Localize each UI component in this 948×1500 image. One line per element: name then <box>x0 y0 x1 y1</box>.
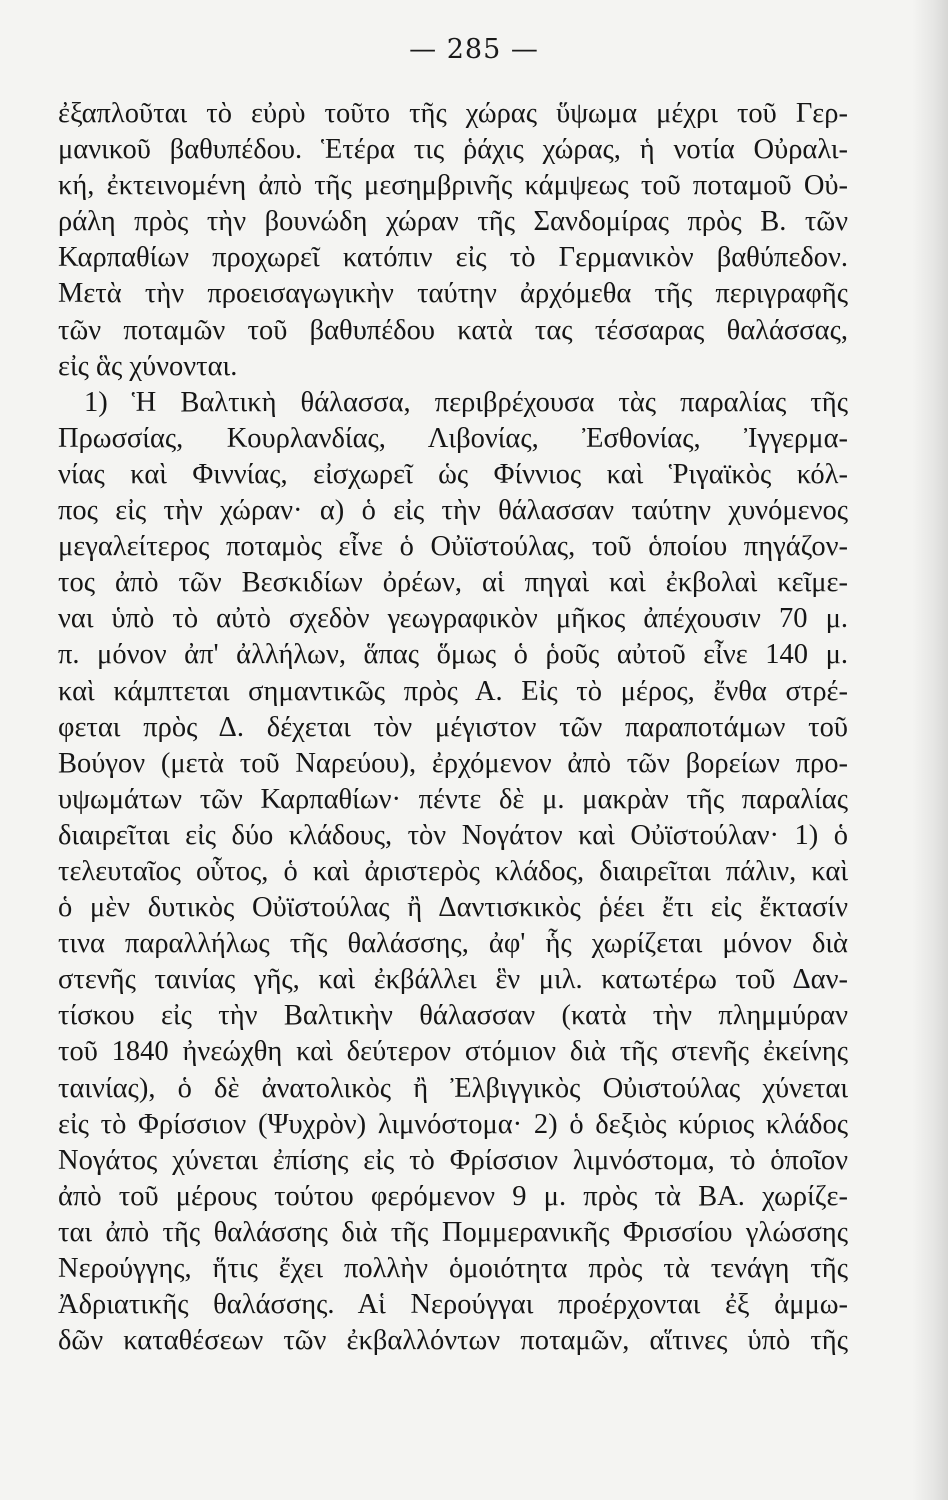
body-text <box>58 96 848 1359</box>
text-line: Νερούγγης, ἥτις ἔχει πολλὴν ὁμοιότητα πρὸς τὰ τενάγη τῆς <box>58 1253 848 1284</box>
text-line: διαιρεῖται εἰς δύο κλάδους, τὸν Νογάτον καὶ Οὐϊστούλαν· 1) ὁ <box>58 819 848 851</box>
text-line: τινα παραλλήλως τῆς θαλάσσης, ἀφ' ἧς χωρίζεται μόνον διὰ <box>58 928 848 960</box>
page-edge-shadow <box>912 0 948 1500</box>
text-line: Καρπαθίων προχωρεῖ κατόπιν εἰς τὸ Γερμανικὸν βαθύπεδον. <box>58 242 848 274</box>
text-line: πος εἰς τὴν χώραν· α) ὁ εἰς τὴν θάλασσαν ταύτην χυνόμενος <box>58 495 848 527</box>
text-line: Μετὰ τὴν προεισαγωγικὴν ταύτην ἀρχόμεθα τῆς περιγραφῆς <box>58 278 848 310</box>
text-line: καὶ κάμπτεται σημαντικῶς πρὸς Α. Εἰς τὸ μέρος, ἔνθα στρέ- <box>58 675 848 707</box>
text-line: στενῆς ταινίας γῆς, καὶ ἐκβάλλει ἓν μιλ. κατωτέρω τοῦ Δαν- <box>58 964 848 996</box>
text-line: ράλη πρὸς τὴν βουνώδη χώραν τῆς Σανδομίρας πρὸς Β. τῶν <box>58 206 848 238</box>
text-line: τῶν ποταμῶν τοῦ βαθυπέδου κατὰ τας τέσσαρας θαλάσσας, <box>58 314 848 346</box>
text-line: Ἀδριατικῆς θαλάσσης. Αἱ Νερούγγαι προέρχονται ἐξ ἀμμω- <box>58 1289 848 1321</box>
text-line: Πρωσσίας, Κουρλανδίας, Λιβονίας, Ἐσθονίας, Ἰγγερμα- <box>58 422 848 454</box>
text-line: Βούγον (μετὰ τοῦ Ναρεύου), ἐρχόμενον ἀπὸ τῶν βορείων προ- <box>58 747 848 779</box>
text-line: π. μόνον ἀπ' ἀλλήλων, ἅπας ὅμως ὁ ῥοῦς αὐτοῦ εἶνε 140 μ. <box>58 639 848 671</box>
text-line: κή, ἐκτεινομένη ἀπὸ τῆς μεσημβρινῆς κάμψεως τοῦ ποταμοῦ Οὐ- <box>58 170 848 202</box>
text-line: ἐξαπλοῦται τὸ εὐρὺ τοῦτο τῆς χώρας ὕψωμα μέχρι τοῦ Γερ- <box>58 98 848 129</box>
text-line: τελευταῖος οὗτος, ὁ καὶ ἀριστερὸς κλάδος, διαιρεῖται πάλιν, καὶ <box>58 855 848 887</box>
text-line: ταινίας), ὁ δὲ ἀνατολικὸς ἢ Ἐλβιγγικὸς Οὐιστούλας χύνεται <box>58 1072 848 1104</box>
text-line: ὁ μὲν δυτικὸς Οὐϊστούλας ἢ Δαντισκικὸς ῥέει ἔτι εἰς ἔκτασίν <box>58 892 848 924</box>
text-line: φεται πρὸς Δ. δέχεται τὸν μέγιστον τῶν παραποτάμων τοῦ <box>58 711 848 743</box>
text-line: νίας καὶ Φιννίας, εἰσχωρεῖ ὡς Φίννιος καὶ Ῥιγαϊκὸς κόλ- <box>58 458 848 490</box>
text-line: Νογάτος χύνεται ἐπίσης εἰς τὸ Φρίσσιον λιμνόστομα, τὸ ὁποῖον <box>58 1144 848 1176</box>
page-number: — 285 — <box>409 34 539 65</box>
text-line: ται ἀπὸ τῆς θαλάσσης διὰ τῆς Πομμερανικῆς Φρισσίου γλώσσης <box>58 1216 848 1248</box>
text-line: δῶν καταθέσεων τῶν ἐκβαλλόντων ποταμῶν, αἵτινες ὑπὸ τῆς <box>58 1325 848 1357</box>
text-line: εἰς τὸ Φρίσσιον (Ψυχρὸν) λιμνόστομα· 2) ὁ δεξιὸς κύριος κλάδος <box>58 1108 848 1140</box>
text-line: εἰς ἃς χύνονται. <box>58 350 238 382</box>
text-line: 1) Ἡ Βαλτικὴ θάλασσα, περιβρέχουσα τὰς παραλίας τῆς <box>84 386 848 418</box>
text-line: ἀπὸ τοῦ μέρους τούτου φερόμενον 9 μ. πρὸς τὰ ΒΑ. χωρίζε- <box>58 1180 848 1212</box>
text-line: τοῦ 1840 ἠνεώχθη καὶ δεύτερον στόμιον διὰ τῆς στενῆς ἐκείνης <box>58 1036 848 1068</box>
text-line: μεγαλείτερος ποταμὸς εἶνε ὁ Οὐϊστούλας, τοῦ ὁποίου πηγάζον- <box>58 531 848 563</box>
text-line: τίσκου εἰς τὴν Βαλτικὴν θάλασσαν (κατὰ τὴν πλημμύραν <box>58 1000 848 1032</box>
text-line: υψωμάτων τῶν Καρπαθίων· πέντε δὲ μ. μακρὰν τῆς παραλίας <box>58 783 848 815</box>
text-line: ναι ὑπὸ τὸ αὐτὸ σχεδὸν γεωγραφικὸν μῆκος ἀπέχουσιν 70 μ. <box>58 603 848 635</box>
text-line: τος ἀπὸ τῶν Βεσκιδίων ὀρέων, αἱ πηγαὶ καὶ ἐκβολαὶ κεῖμε- <box>58 567 848 599</box>
text-line: μανικοῦ βαθυπέδου. Ἑτέρα τις ῥάχις χώρας, ἡ νοτία Οὐραλι- <box>58 134 848 166</box>
